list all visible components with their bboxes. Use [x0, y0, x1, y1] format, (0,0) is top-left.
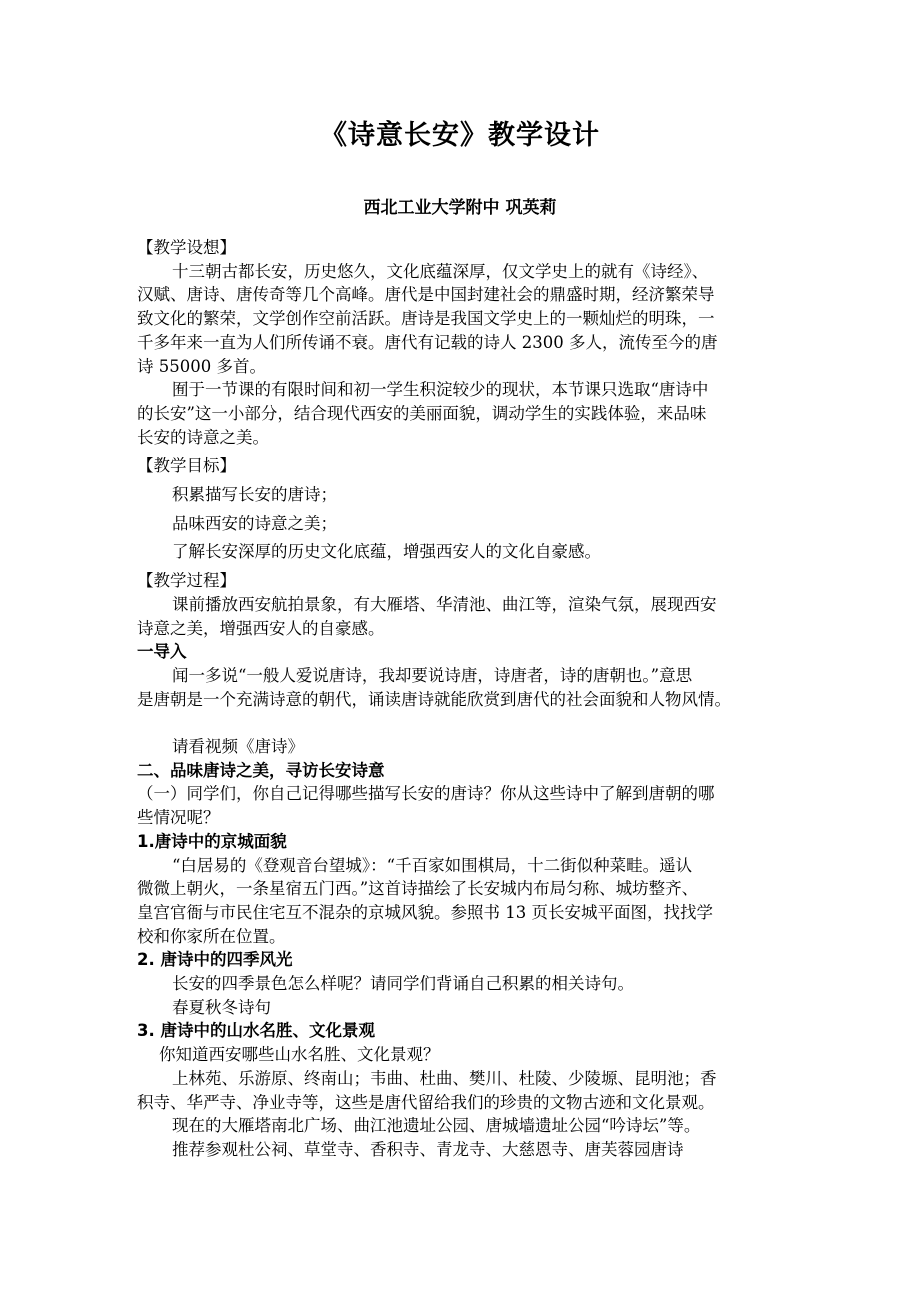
paragraph-line: 长安的四季景色怎么样呢？请同学们背诵自己积累的相关诗句。 [172, 974, 634, 994]
paragraph-line: 微微上朝火，一条星宿五门西。”这首诗描绘了长安城内布局匀称、城坊整齐、 [137, 879, 699, 899]
paragraph-line: 长安的诗意之美。 [137, 427, 269, 447]
paragraph-line: 致文化的繁荣，文学创作空前活跃。唐诗是我国文学史上的一颗灿烂的明珠，一 [137, 309, 715, 329]
section-heading-design: 【教学设想】 [137, 238, 236, 257]
subheading-seasons: 2. 唐诗中的四季风光 [137, 950, 293, 970]
paragraph-line: 课前播放西安航拍景象，有大雁塔、华清池、曲江等，渲染气氛，展现西安 [172, 594, 717, 614]
section-heading-process: 【教学过程】 [137, 571, 236, 591]
paragraph-line: 十三朝古都长安，历史悠久，文化底蕴深厚，仅文学史上的就有《诗经》、 [172, 261, 709, 281]
document-author: 西北工业大学附中 巩英莉 [363, 198, 557, 218]
document-title: 《诗意长安》教学设计 [320, 120, 600, 151]
paragraph-line: 的长安”这一小部分，结合现代西安的美丽面貌，调动学生的实践体验，来品味 [137, 403, 707, 423]
paragraph-line: 汉赋、唐诗、唐传奇等几个高峰。唐代是中国封建社会的鼎盛时期，经济繁荣导 [137, 285, 715, 305]
goal-item: 积累描写长安的唐诗； [172, 485, 337, 505]
paragraph-line: 闻一多说“一般人爱说唐诗，我却要说诗唐，诗唐者，诗的唐朝也。”意思 [172, 665, 693, 685]
paragraph-line: 你知道西安哪些山水名胜、文化景观？ [159, 1045, 440, 1065]
paragraph-line: 积寺、华严寺、净业寺等，这些是唐代留给我们的珍贵的文物古迹和文化景观。 [137, 1092, 715, 1112]
paragraph-line: 上林苑、乐游原、终南山；韦曲、杜曲、樊川、杜陵、少陵塬、昆明池；香 [172, 1068, 717, 1088]
goal-item: 了解长安深厚的历史文化底蕴，增强西安人的文化自豪感。 [172, 542, 601, 562]
subheading-intro: 一导入 [137, 642, 187, 662]
paragraph-line: 校和你家所在位置。 [137, 926, 286, 946]
paragraph-line: 诗意之美，增强西安人的自豪感。 [137, 618, 385, 638]
paragraph-line: 诗 55000 多首。 [137, 356, 266, 376]
paragraph-line: 些情况呢？ [137, 808, 220, 828]
subheading-part-two: 二、品味唐诗之美，寻访长安诗意 [137, 760, 385, 780]
paragraph-line: 是唐朝是一个充满诗意的朝代，诵读唐诗就能欣赏到唐代的社会面貌和人物风情。 [137, 689, 731, 709]
paragraph-line: 推荐参观杜公祠、草堂寺、香积寺、青龙寺、大慈恩寺、唐芙蓉园唐诗 [172, 1140, 684, 1159]
paragraph-line: 春夏秋冬诗句 [172, 997, 271, 1017]
paragraph-line: 现在的大雁塔南北广场、曲江池遗址公园、唐城墙遗址公园“吟诗坛”等。 [172, 1116, 701, 1136]
goal-item: 品味西安的诗意之美； [172, 513, 337, 533]
paragraph-line: “白居易的《登观音台望城》：“千百家如围棋局，十二街似种菜畦。遥认 [172, 855, 693, 875]
paragraph-line: （一）同学们，你自己记得哪些描写长安的唐诗？你从这些诗中了解到唐朝的哪 [137, 784, 715, 804]
paragraph-line: 千多年来一直为人们所传诵不衰。唐代有记载的诗人 2300 多人，流传至今的唐 [137, 332, 718, 352]
paragraph-line: 囿于一节课的有限时间和初一学生积淀较少的现状，本节课只选取“唐诗中 [172, 380, 709, 400]
subheading-capital-view: 1.唐诗中的京城面貌 [137, 831, 287, 851]
document-body [137, 236, 797, 1162]
paragraph-line: 皇宫官衙与市民住宅互不混杂的京城风貌。参照书 13 页长安城平面图，找找学 [137, 902, 713, 922]
paragraph-line: 请看视频《唐诗》 [172, 737, 304, 757]
subheading-landmarks: 3. 唐诗中的山水名胜、文化景观 [137, 1021, 375, 1041]
section-heading-goals: 【教学目标】 [137, 456, 236, 476]
